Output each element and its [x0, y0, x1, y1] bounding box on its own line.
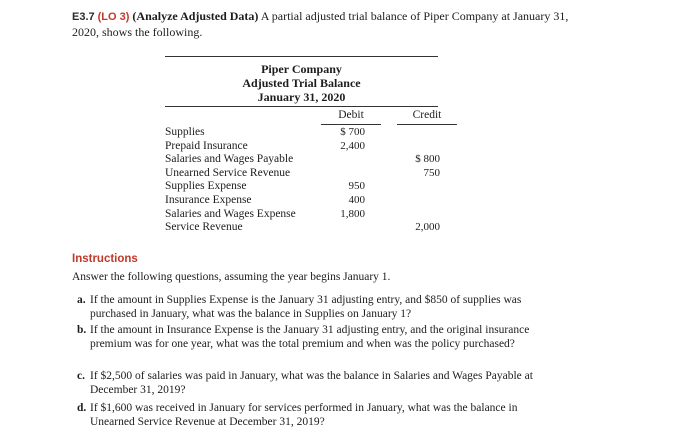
- credit-header-line: [397, 124, 457, 125]
- account-row: Supplies Expense: [165, 180, 247, 193]
- question-text: If $1,600 was received in January for services performed in January, what was the balance in Unearned Service Revenue at December 31, 2019?: [90, 402, 518, 428]
- debit-column: [321, 126, 365, 235]
- debit-value: 950: [348, 180, 365, 193]
- exercise-number: E3.7: [72, 11, 95, 23]
- debit-value: 1,800: [340, 207, 365, 220]
- account-row: Salaries and Wages Expense: [165, 207, 296, 220]
- credit-value: [397, 180, 440, 194]
- question-c: [77, 370, 537, 397]
- debit-value: 400: [348, 193, 365, 206]
- instructions-title: Instructions: [72, 253, 138, 265]
- debit-value: [321, 221, 365, 235]
- instructions-lead: Answer the following questions, assuming the year begins January 1.: [72, 271, 391, 283]
- question-letter: a.: [77, 294, 86, 306]
- credit-value: [397, 140, 440, 154]
- account-row: Service Revenue: [165, 221, 243, 234]
- learning-objective: (LO 3): [97, 11, 130, 23]
- question-text: If the amount in Supplies Expense is the January 31 adjusting entry, and $850 of supplies was purchased in January, what was the balance in Supplies on January 1?: [90, 294, 522, 320]
- statement-date: January 31, 2020: [257, 90, 346, 104]
- credit-value: [397, 208, 440, 222]
- exercise-header: [72, 9, 592, 40]
- debit-value: [321, 167, 365, 181]
- company-name: Piper Company: [261, 62, 342, 76]
- account-row: Insurance Expense: [165, 193, 252, 206]
- account-row: Unearned Service Revenue: [165, 166, 291, 179]
- account-row: Supplies: [165, 126, 205, 138]
- account-row: Salaries and Wages Payable: [165, 153, 294, 166]
- question-text: If $2,500 of salaries was paid in January, what was the balance in Salaries and Wages Payable at December 31, 2019?: [90, 370, 533, 396]
- debit-value: $ 700: [340, 126, 365, 138]
- question-letter: c.: [77, 370, 85, 382]
- debit-value: [321, 153, 365, 167]
- top-rule: [165, 56, 438, 57]
- credit-value: 750: [423, 166, 440, 179]
- question-b: [77, 324, 537, 351]
- debit-header: Debit: [338, 109, 364, 121]
- question-letter: d.: [77, 402, 87, 414]
- credit-column: [397, 126, 440, 235]
- debit-value: 2,400: [340, 139, 365, 152]
- question-d: [77, 402, 537, 429]
- debit-header-line: [321, 124, 381, 125]
- account-list: [165, 126, 296, 235]
- question-letter: b.: [77, 324, 87, 336]
- account-row: Prepaid Insurance: [165, 139, 248, 152]
- credit-value: [397, 194, 440, 208]
- question-a: [77, 294, 537, 321]
- exercise-title: (Analyze Adjusted Data): [132, 9, 259, 23]
- question-text: If the amount in Insurance Expense is the January 31 adjusting entry, and the original insurance premium was for one year, what was the total premium and when was the policy purchased?: [90, 324, 530, 350]
- credit-value: [397, 126, 440, 140]
- credit-value: 2,000: [415, 221, 440, 234]
- credit-header: Credit: [412, 109, 442, 121]
- statement-name: Adjusted Trial Balance: [242, 76, 361, 90]
- exercise-intro: A partial adjusted trial balance of Piper Company at January 31, 2020, shows the following.: [72, 9, 569, 39]
- heading-rule: [165, 106, 438, 107]
- credit-value: $ 800: [415, 153, 440, 166]
